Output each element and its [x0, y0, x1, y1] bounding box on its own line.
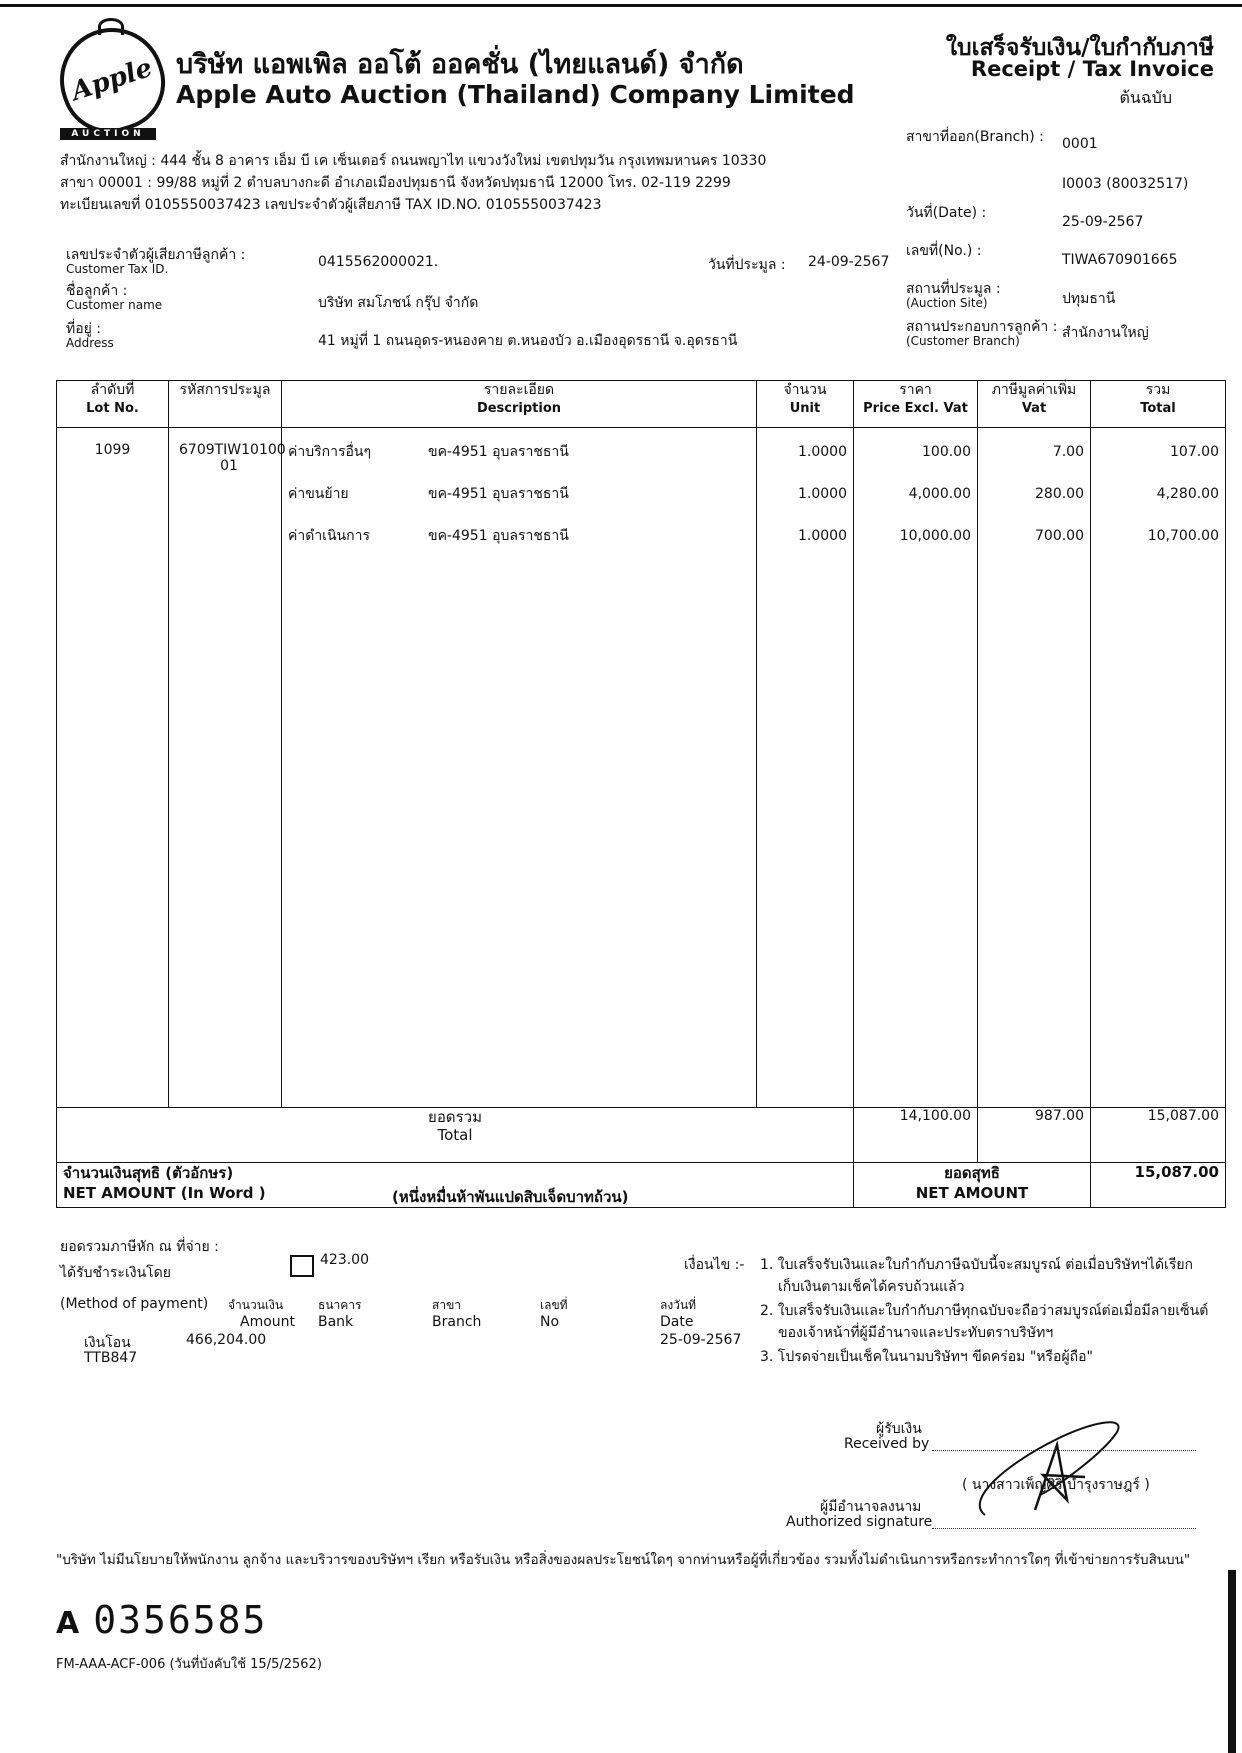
customer-branch-label-en: (Customer Branch) [906, 334, 1020, 348]
table-header-row [57, 381, 1226, 428]
header-auction-code: รหัสการประมูล [169, 381, 282, 428]
customer-name-label: ชื่อลูกค้า : [66, 283, 128, 299]
auction-date-label: วันที่ประมูล : [708, 257, 786, 273]
col-branch-en: Branch [432, 1314, 482, 1330]
serial-number [56, 1598, 267, 1642]
table-row [57, 428, 1226, 1108]
totals-price: 14,100.00 [854, 1108, 978, 1163]
description-cell [282, 428, 757, 1108]
auction-code-value: 6709TIW10100 [179, 442, 286, 458]
header-lot-no: ลำดับที่ Lot No. [57, 381, 169, 428]
col-no-th: เลขที่ [540, 1298, 568, 1312]
document-title-th: ใบเสร็จรับเงิน/ใบกำกับภาษี [945, 35, 1214, 61]
doc-no-value: TIWA670901665 [1062, 252, 1178, 268]
line-item [288, 526, 750, 568]
document-copy-label: ต้นฉบับ [1119, 88, 1172, 107]
col-bank-en: Bank [318, 1314, 354, 1330]
vat-value: 700.00 [1035, 528, 1084, 544]
anti-bribery-note: "บริษัท ไม่มีนโยบายให้พนักงาน ลูกจ้าง และบริวารของบริษัทฯ เรียก หรือรับเงิน หรือสิ่งของผลประโยชน์ใดๆ จากท่านหรือผู้ที่เกี่ยวข้อง รวมทั้งไม่ดำเนินการหรือกระทำการใดๆ ที่เข้าข่ายการรับสินบน" [56, 1552, 1191, 1568]
col-date-th: ลงวันที่ [660, 1298, 697, 1312]
condition-item: ของเจ้าหน้าที่ผู้มีอำนาจและประทับตราบริษัทฯ [778, 1325, 1054, 1341]
net-words-cell [57, 1163, 854, 1208]
vat-cell [978, 428, 1091, 1108]
item-desc: ขค-4951 อุบลราชธานี [428, 528, 569, 544]
line-item [288, 484, 750, 526]
payment-method-label: (Method of payment) [60, 1296, 209, 1312]
branch-label: สาขาที่ออก(Branch) : [906, 129, 1044, 145]
receiver-name: ( นางสาวเพ็ญศิริ บำรุงราษฎร์ ) [962, 1477, 1150, 1493]
net-label-th: ยอดสุทธิ [944, 1164, 1000, 1182]
unit-value: 1.0000 [798, 486, 847, 502]
header-price: ราคา Price Excl. Vat [854, 381, 978, 428]
price-value: 4,000.00 [908, 486, 971, 502]
invoice-items-table [56, 380, 1226, 1208]
auction-code-suffix: 01 [220, 458, 238, 474]
total-value: 10,700.00 [1147, 528, 1219, 544]
customer-tax-label-en: Customer Tax ID. [66, 262, 169, 276]
net-words-label-en: NET AMOUNT (In Word ) [63, 1184, 266, 1202]
condition-item: 1. ใบเสร็จรับเงินและใบกำกับภาษีฉบับนี้จะสมบูรณ์ ต่อเมื่อบริษัทฯได้เรียก [760, 1257, 1194, 1273]
condition-item: 2. ใบเสร็จรับเงินและใบกำกับภาษีทุกฉบับจะถือว่าสมบูรณ์ต่อเมื่อมีลายเซ็นต์ [760, 1303, 1209, 1319]
received-by-label: ได้รับชำระเงินโดย [60, 1265, 171, 1281]
item-desc: ขค-4951 อุบลราชธานี [428, 486, 569, 502]
unit-value: 1.0000 [798, 528, 847, 544]
logo-text: Apple [67, 52, 157, 108]
col-bank-th: ธนาคาร [318, 1298, 362, 1312]
withholding-label: ยอดรวมภาษีหัก ณ ที่จ่าย : [60, 1239, 219, 1255]
company-logo [46, 14, 177, 145]
withholding-checkbox [290, 1255, 314, 1277]
customer-branch-label: สถานประกอบการลูกค้า : [906, 319, 1058, 335]
authorized-line [932, 1528, 1196, 1529]
payment-amount-value: 466,204.00 [186, 1332, 267, 1348]
hq-address: สำนักงานใหญ่ : 444 ชั้น 8 อาคาร เอ็ม บี เค เซ็นเตอร์ ถนนพญาไท แขวงวังใหม่ เขตปทุมวัน กรุงเทพมหานคร 10330 [60, 153, 767, 169]
handwritten-signature [965, 1405, 1135, 1525]
net-label-en: NET AMOUNT [915, 1184, 1029, 1202]
payment-method-value: เงินโอน [84, 1335, 131, 1351]
company-name-en: Apple Auto Auction (Thailand) Company Limited [176, 80, 855, 109]
customer-tax-value: 0415562000021. [318, 254, 439, 270]
received-by-th: ผู้รับเงิน [876, 1421, 922, 1437]
totals-vat: 987.00 [978, 1108, 1091, 1163]
header-description: รายละเอียด Description [282, 381, 757, 428]
reference-value: I0003 (80032517) [1062, 176, 1189, 192]
auction-site-label-en: (Auction Site) [906, 296, 988, 310]
customer-address-value: 41 หมู่ที่ 1 ถนนอุดร-หนองคาย ต.หนองบัว อ.เมืองอุดรธานี จ.อุดรธานี [318, 333, 738, 349]
customer-address-label-en: Address [66, 336, 114, 350]
totals-row [57, 1108, 1226, 1163]
date-value: 25-09-2567 [1062, 214, 1144, 230]
lot-no-cell [57, 428, 169, 1108]
scan-edge-mark [1228, 1570, 1236, 1753]
totals-label-en: Total [437, 1126, 473, 1144]
totals-label-th: ยอดรวม [428, 1108, 482, 1126]
price-value: 100.00 [922, 444, 971, 460]
header-unit: จำนวน Unit [757, 381, 854, 428]
vat-value: 7.00 [1052, 444, 1084, 460]
item-name: ค่าดำเนินการ [288, 528, 370, 544]
header-total: รวม Total [1091, 381, 1226, 428]
form-code: FM-AAA-ACF-006 (วันที่บังคับใช้ 15/5/2562) [56, 1657, 322, 1672]
col-branch-th: สาขา [432, 1298, 462, 1312]
auction-site-label: สถานที่ประมูล : [906, 281, 1001, 297]
payment-ref-value: TTB847 [84, 1350, 138, 1366]
conditions-label: เงื่อนไข :- [684, 1257, 745, 1273]
doc-no-label: เลขที่(No.) : [906, 243, 982, 259]
col-no-en: No [540, 1314, 560, 1330]
col-amount-th: จำนวนเงิน [228, 1298, 284, 1312]
withholding-value: 423.00 [320, 1252, 369, 1268]
customer-tax-label: เลขประจำตัวผู้เสียภาษีลูกค้า : [66, 247, 246, 263]
authorized-th: ผู้มีอำนาจลงนาม [820, 1499, 922, 1515]
price-cell [854, 428, 978, 1108]
item-name: ค่าขนย้าย [288, 486, 349, 502]
condition-item: 3. โปรดจ่ายเป็นเช็คในนามบริษัทฯ ขีดคร่อม "หรือผู้ถือ" [760, 1349, 1093, 1365]
branch-value: 0001 [1062, 136, 1098, 152]
customer-name-value: บริษัท สมโภชน์ กรุ๊ป จำกัด [318, 295, 479, 311]
top-border-rule [0, 4, 1242, 7]
customer-address-label: ที่อยู่ : [66, 321, 102, 337]
document-title-en: Receipt / Tax Invoice [970, 57, 1214, 81]
received-by-en: Received by [844, 1436, 930, 1452]
auction-site-value: ปทุมธานี [1062, 291, 1116, 307]
serial-digits: 0356585 [93, 1598, 268, 1642]
payment-date-value: 25-09-2567 [660, 1332, 742, 1348]
date-label: วันที่(Date) : [906, 205, 987, 221]
item-desc: ขค-4951 อุบลราชธานี [428, 444, 569, 460]
total-cell [1091, 428, 1226, 1108]
total-value: 107.00 [1170, 444, 1219, 460]
auction-code-cell [169, 428, 286, 1108]
totals-label-cell [57, 1108, 854, 1163]
header-vat: ภาษีมูลค่าเพิ่ม Vat [978, 381, 1091, 428]
company-name-th: บริษัท แอพเพิล ออโต้ ออคชั่น (ไทยแลนด์) จำกัด [176, 49, 744, 80]
tax-registration: ทะเบียนเลขที่ 0105550037423 เลขประจำตัวผู้เสียภาษี TAX ID.NO. 0105550037423 [60, 197, 602, 213]
auction-date-value: 24-09-2567 [808, 254, 890, 270]
col-amount-en: Amount [240, 1314, 296, 1330]
received-by-line [932, 1450, 1196, 1451]
logo-auction-strip: AUCTION [60, 128, 156, 140]
col-date-en: Date [660, 1314, 694, 1330]
net-amount-value: 15,087.00 [1091, 1163, 1226, 1208]
unit-value: 1.0000 [798, 444, 847, 460]
serial-prefix: A [56, 1606, 82, 1641]
item-name: ค่าบริการอื่นๆ [288, 444, 371, 460]
condition-item: เก็บเงินตามเช็คได้ครบถ้วนแล้ว [778, 1279, 965, 1295]
customer-name-label-en: Customer name [66, 298, 163, 312]
net-amount-row [57, 1163, 1226, 1208]
line-item [288, 442, 750, 484]
lot-no-value: 1099 [94, 442, 131, 458]
customer-branch-value: สำนักงานใหญ่ [1062, 325, 1149, 341]
price-value: 10,000.00 [899, 528, 971, 544]
net-words-label-th: จำนวนเงินสุทธิ (ตัวอักษร) [63, 1164, 234, 1182]
vat-value: 280.00 [1035, 486, 1084, 502]
totals-sum: 15,087.00 [1091, 1108, 1226, 1163]
total-value: 4,280.00 [1156, 486, 1219, 502]
authorized-en: Authorized signature [786, 1514, 933, 1530]
net-label-cell [854, 1163, 1091, 1208]
branch-address: สาขา 00001 : 99/88 หมู่ที่ 2 ตำบลบางกะดี อำเภอเมืองปทุมธานี จังหวัดปทุมธานี 12000 โทร. 02-119 2299 [60, 175, 731, 191]
net-words-value: (หนึ่งหมื่นห้าพันแปดสิบเจ็ดบาทถ้วน) [392, 1188, 629, 1206]
unit-cell [757, 428, 854, 1108]
